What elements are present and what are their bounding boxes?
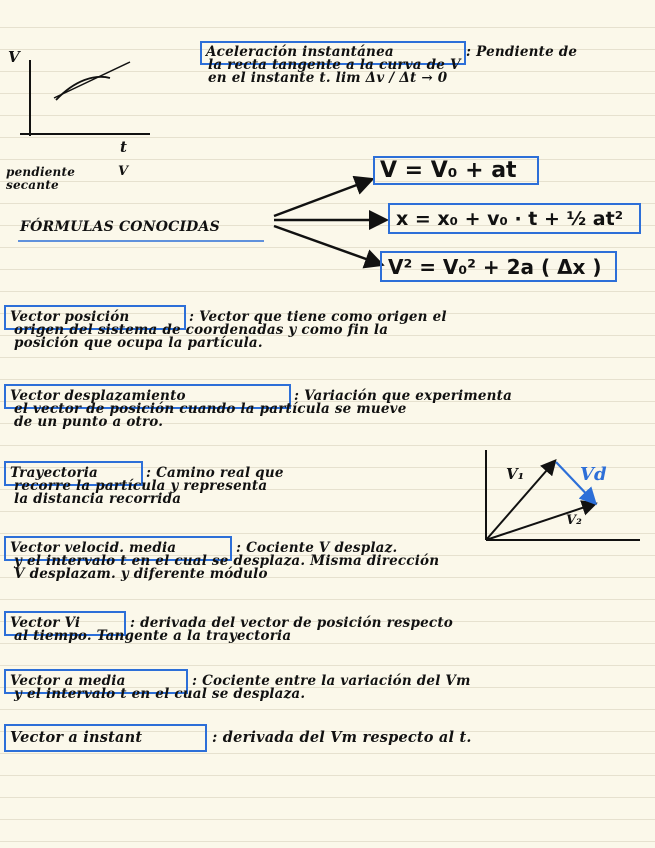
- def-6-term: Vector a media: [10, 673, 126, 689]
- graph-caption: pendiente secante: [6, 165, 76, 192]
- def-2-text: : Variación que experimenta el vector de posición cuando la partícula se mueve de un punto a otro.: [14, 388, 513, 430]
- def-3-text: : Camino real que recorre la partícula y representa la distancia recorrida: [14, 465, 284, 507]
- def-2-term: Vector desplazamiento: [10, 388, 186, 404]
- accel-definition: : Pendiente de la recta tangente a la curva de V en el instante t. lim Δv / Δt → 0: [208, 44, 578, 86]
- arrow-to-f3: [274, 226, 380, 264]
- graph-caption-symbol: V: [118, 164, 129, 179]
- def-7-term: Vector a instant: [10, 729, 143, 746]
- def-3-term: Trayectoria: [10, 465, 99, 481]
- formulas-heading: FÓRMULAS CONOCIDAS: [20, 219, 220, 235]
- axis-t-label: t: [120, 138, 127, 156]
- formula-2: x = x₀ + v₀ · t + ½ at²: [396, 208, 624, 230]
- def-5-text: : derivada del vector de posición respecto al tiempo. Tangente a la trayectoria: [14, 615, 453, 644]
- velocity-time-graph: [0, 40, 160, 150]
- def-4-term: Vector velocid. media: [10, 540, 177, 556]
- def-7-text: : derivada del Vm respecto al t.: [212, 729, 472, 746]
- formula-1: V = V₀ + at: [380, 158, 517, 183]
- vector-diagram: [478, 448, 648, 548]
- formula-3: V² = V₀² + 2a ( Δx ): [388, 255, 602, 279]
- def-6-text: : Cociente entre la variación del Vm y el intervalo t en el cual se desplaza.: [14, 673, 471, 702]
- secant-line: [54, 62, 130, 98]
- velocity-curve: [56, 77, 110, 100]
- vector-v1-label: V₁: [506, 465, 525, 483]
- formulas-underline: [18, 238, 268, 244]
- axis-v-label: V: [8, 48, 20, 66]
- vector-v2-label: V₂: [566, 513, 582, 528]
- def-1-text: : Vector que tiene como origen el origen del sistema de coordenadas y como fin la posición que ocupa la partícula.: [14, 309, 447, 351]
- def-1-term: Vector posición: [10, 309, 130, 325]
- arrow-to-f1: [274, 180, 370, 216]
- accel-term: Aceleración instantánea: [206, 44, 394, 60]
- vector-vd-label: Vd: [580, 464, 607, 485]
- def-5-term: Vector Vi: [10, 615, 81, 631]
- def-4-text: : Cociente V desplaz. y el intervalo t en el cual se desplaza. Misma dirección V desplazam. y diferente módulo: [14, 540, 440, 582]
